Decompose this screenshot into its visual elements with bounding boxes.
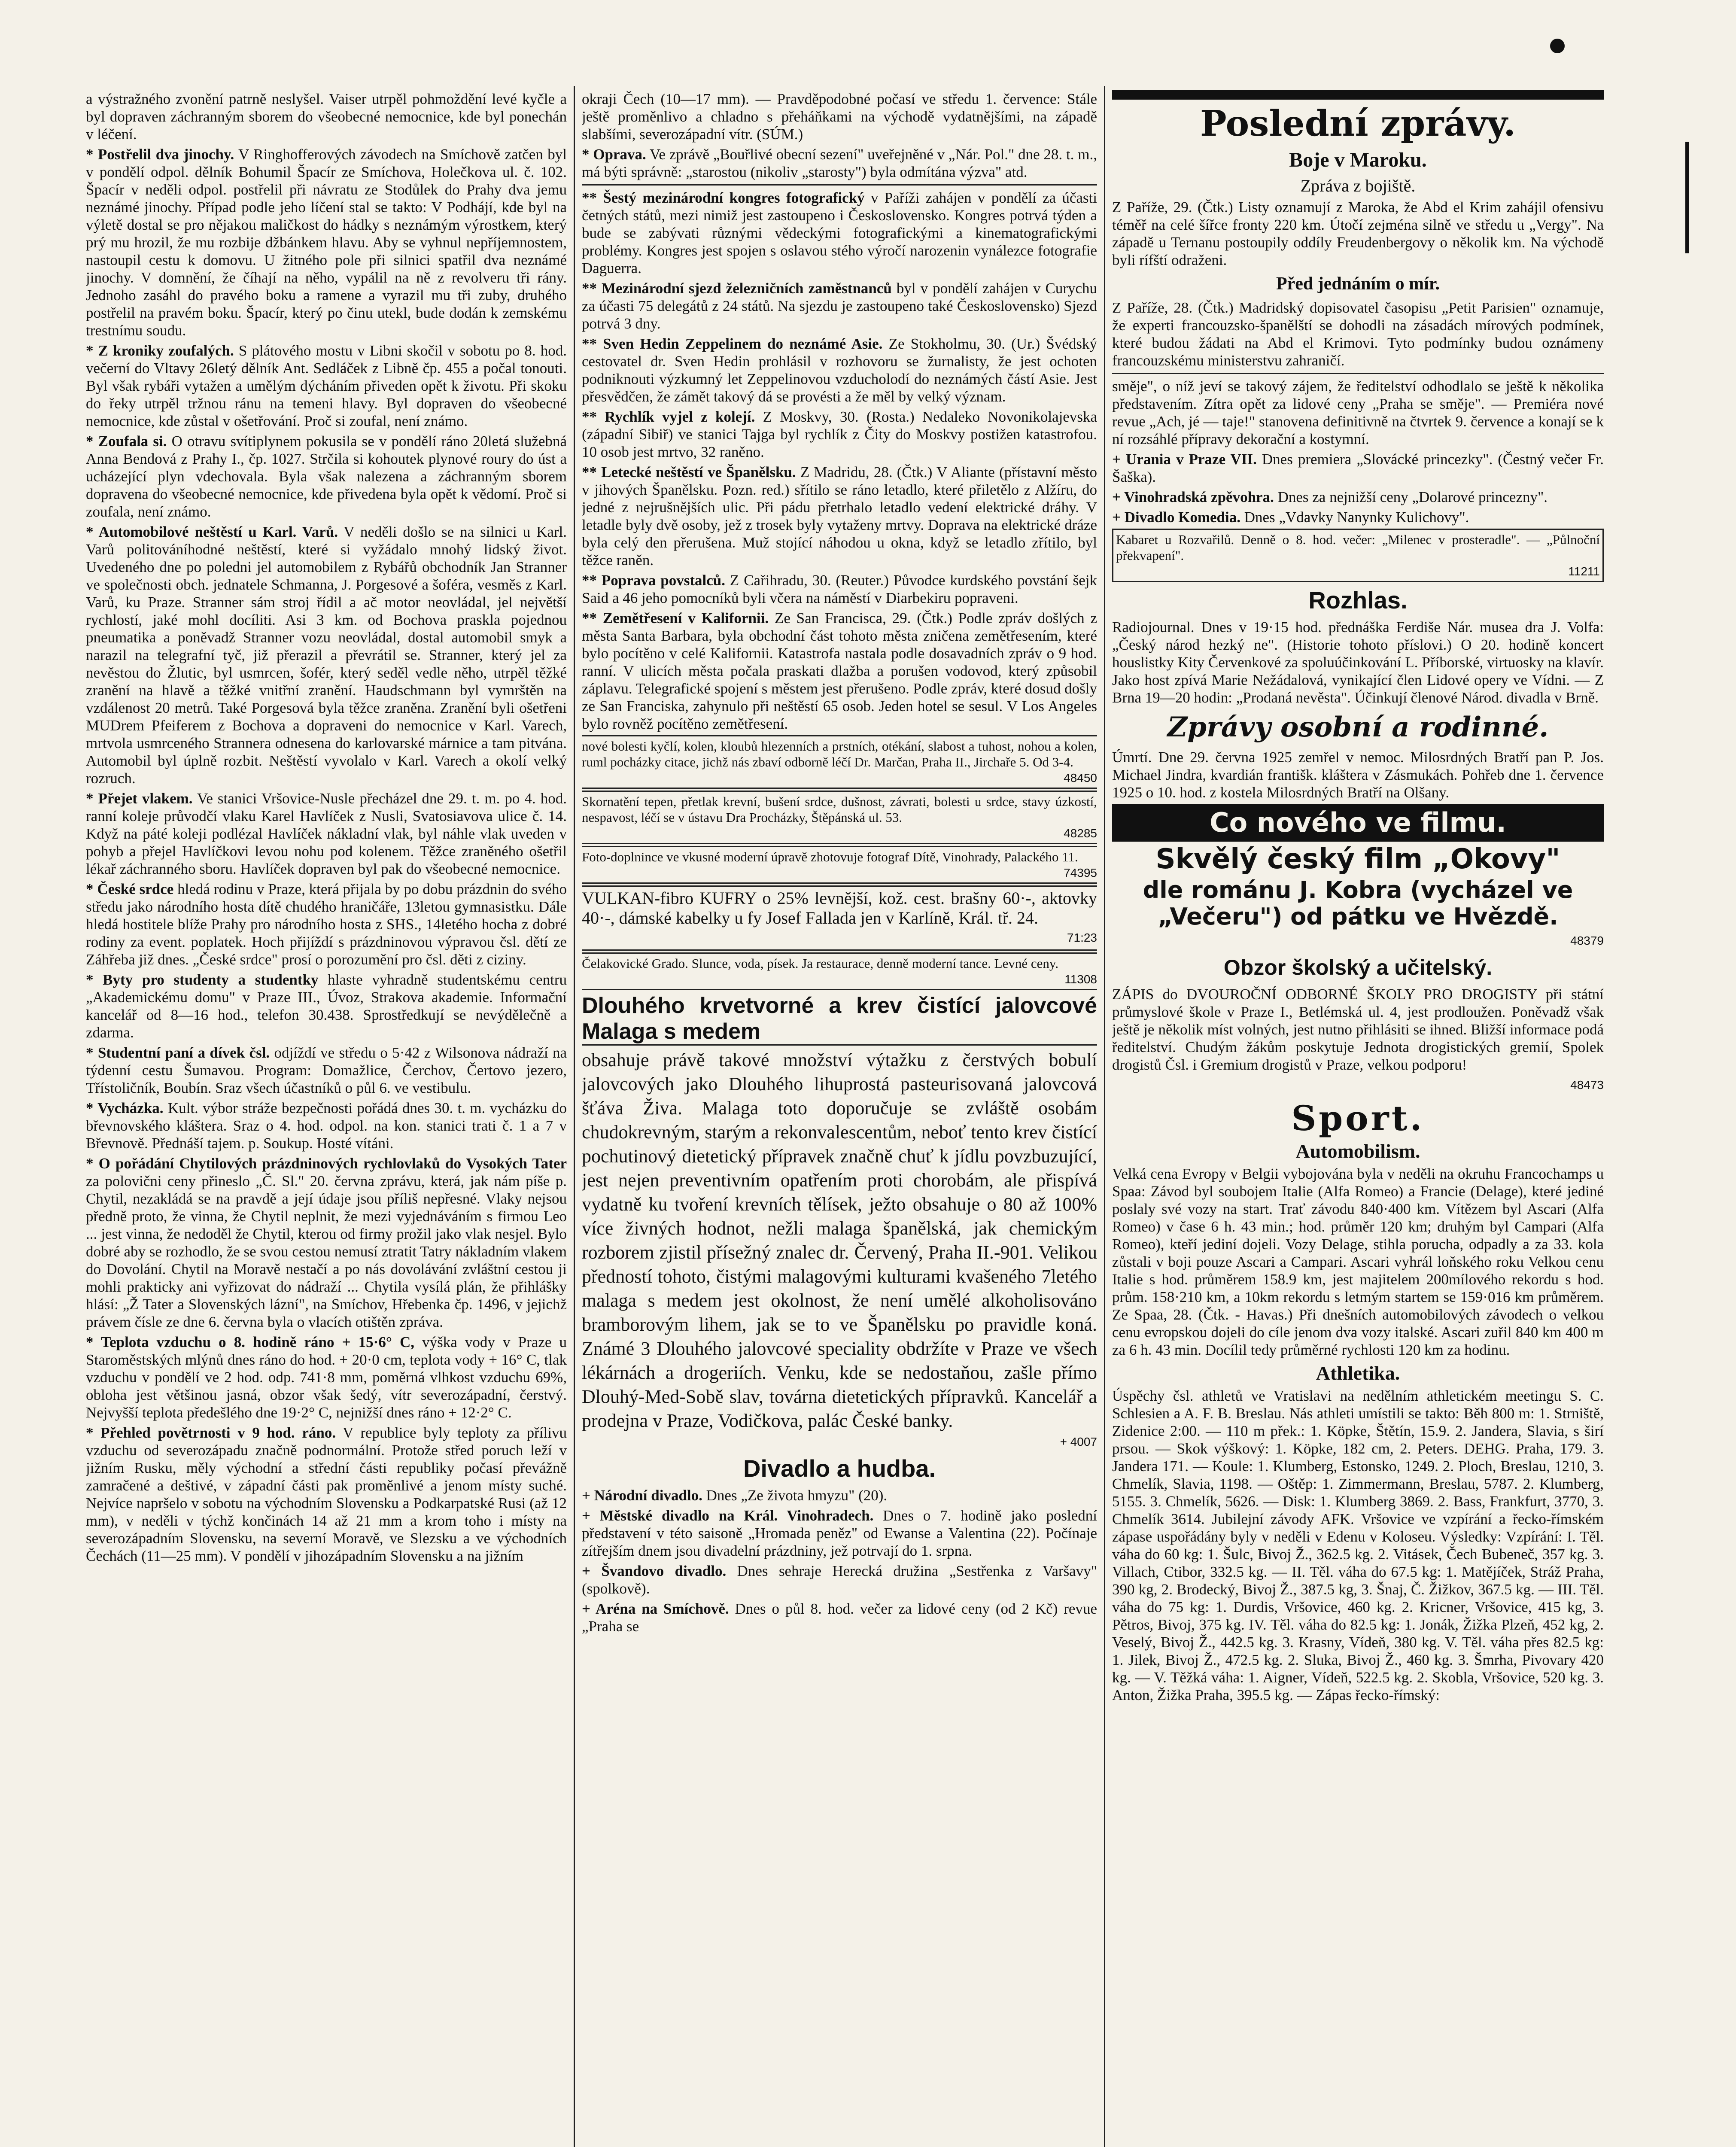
subsection-title: Automobilism. bbox=[1295, 1140, 1420, 1162]
article-text: Z Moskvy, 30. (Rosta.) Nedaleko Novonikolajevska (západní Sibiř) ve stanici Tajga byl rychlík z Čity do Moskvy postižen katastrofou. 10 osob jest mrtvo, 32 raněno. bbox=[582, 408, 1097, 460]
article bbox=[86, 342, 567, 430]
advertisement bbox=[582, 952, 1097, 990]
advertisement bbox=[582, 735, 1097, 789]
article-headline: ** Rychlík vyjel z kolejí. bbox=[582, 408, 755, 425]
article bbox=[86, 432, 567, 520]
article-headline: ** Letecké neštěstí ve Španělsku. bbox=[582, 464, 796, 480]
section-title: Zprávy osobní a rodinné. bbox=[1167, 711, 1549, 743]
article-text: ZÁPIS do DVOUROČNÍ ODBORNÉ ŠKOLY PRO DROGISTY při státní průmyslové škole v Praze I., Betlémská ul. 4, jest prodloužen. Poněvadž však ještě je několik míst volných, jest nutno přihlásiti se ihned. Bližší informace podá ředitelství. Chudým žákům poskytuje Jednota drogistických gremií, Spolek drogistů Čsl. i Gremium drogistů v Praze, velkou podporu! bbox=[1112, 986, 1604, 1073]
article-text: Úmrtí. Dne 29. června 1925 zemřel v nemoc. Milosrdných Bratří pan P. Jos. Michael Jindra, kvardián františk. kláštera v Zásmukách. Pohřeb dne 1. července 1925 o 10. hod. z kostela Milosrdných Bratří na Olšany. bbox=[1112, 749, 1604, 801]
ad-text: obsahuje právě takové množství výtažku z čerstvých bobulí jalovcových jako Dlouhého lihuprostá pasteurisovaná jalovcová šťáva Živa. Malaga toto doporučuje se zvláště osobám chudokrevným, starým a rekonvalescentům, neboť tento krev čistící pochutinový dietetický přípravek značně chuť k jídlu povzbuzující, jest nejen preventivním opatřením proti chorobám, ale přispívá vydatně ku tvoření krevních tělísek, ježto obsahuje o 80 až 100% více živných hodnot, nežli malaga španělská, jak chemickým rozborem zjistil přísežný znalec dr. Červený, Praha II.-901. Velikou předností tohoto, čistými malagovými kulturami kvašeného 7letého malaga s medem jest okolnost, že není umělé alkoholisováno bramborovým lihem, jak se to ve Španělsku po pravidle koná. Známé 3 Dlouhého jalovcové speciality obdržíte v Praze ve všech lékárnách a drogeriích. Venku, kde se nedostaňou, zašle přímo Dlouhý-Med-Sobě slav, továrna dietetických přípravků. Kancelář a prodejna v Praze, Vodičkova, palác České banky. bbox=[582, 1049, 1097, 1431]
article-text: Velká cena Evropy v Belgii vybojována byla v neděli na okruhu Francochamps u Spaa: Závod byl soubojem Italie (Alfa Romeo) a Francie (Delage), které jediné poslaly své vozy na start. Trať závodu 840·400 km. Vítězem byl Ascari (Alfa Romeo) v čase 6 h. 43 min.; hod. průměr 120 km; druhým byl Campari (Alfa Romeo), kteří jediní dojeli. Vozy Delage, stihla porucha, odpadly a za 33. kola zůstali v boji pouze Ascari a Campari. Ascari vyhrál loňského roku Velkou cenu Italie s hod. průměrem 158.9 km, jest majitelem 200mílového rekordu s hod. prům. 158·210 km, a 10km rekordu s letmým startem se 159·016 km průměrem. Ze Spaa, 28. (Čtk. - Havas.) Při dnešních automobilových závodech o velkou cenu evropskou dojeli do cíle jenom dva vozy italské. Ascari zuřil 840 km 400 m za 6 h. 43 min. Docílil tedy průměrné rychlosti 120 km za hodinu. bbox=[1112, 1165, 1604, 1358]
article-headline: * Studentní paní a dívek čsl. bbox=[86, 1044, 270, 1061]
film-banner: Co nového ve filmu. bbox=[1112, 804, 1604, 842]
article-text: Dnes „Ze života hmyzu" (20). bbox=[706, 1487, 888, 1504]
article bbox=[86, 1424, 567, 1565]
film-subheadline: dle románu J. Kobra (vycházel ve „Večeru") od pátku ve Hvězdě. bbox=[1143, 876, 1573, 930]
article bbox=[86, 1099, 567, 1152]
article-headline: * Postřelil dva jinochy. bbox=[86, 146, 234, 163]
article bbox=[582, 335, 1097, 405]
ad-headline: Dlouhého krvetvorné a krev čistící jalovcové Malaga s medem bbox=[582, 993, 1097, 1046]
page-ink-mark bbox=[1685, 142, 1689, 253]
divider bbox=[1112, 373, 1604, 374]
ad-code: 48473 bbox=[1570, 1078, 1604, 1092]
ad-code: 48450 bbox=[1064, 771, 1097, 785]
article-headline: + Divadlo Komedia. bbox=[1112, 509, 1240, 526]
article bbox=[1112, 450, 1604, 486]
article-text: Ve stanici Vršovice-Nusle přecházel dne 29. t. m. po 4. hod. ranní koleje průvodčí vlaku Karel Havlíček z Nusli, Svatosiavova ulice č. 14. Když na páté koleji podlézal Havlíček nákladní vlak, byl náhle vlak uveden v pohyb a přejel Havlíčkovi levou nohu pod kolenem. Těžce zraněného ošetřil lékař záchranného sboru. Havlíček dopraven byl pak do všeobecné nemocnice. bbox=[86, 790, 567, 877]
article-text: Ze Stokholmu, 30. (Ur.) Švédský cestovatel dr. Sven Hedin prohlásil v rozhovoru se žurnalisty, že jest ochoten podniknouti výzkumný let Zeppelinovou vzducholodí do neznámých částí Asie. Jest přesvědčen, že zámět takový dá se provésti a že měl by velký význam. bbox=[582, 335, 1097, 405]
article-headline: + Městské divadlo na Král. Vinohradech. bbox=[582, 1507, 874, 1524]
section-title: Sport. bbox=[1291, 1098, 1425, 1138]
ad-code: 11211 bbox=[1568, 565, 1600, 578]
article-text: Úspěchy čsl. athletů ve Vratislavi na nedělním athletickém meetingu S. C. Schlesien a A. F. B. Breslau. Nás athleti umístili se takto: Běh 800 m: 1. Strniště, Zidenice 2:00. — 110 m přek.: 1. Köpke, Štětín, 15.9. 2. Jandera, Slavia, s širí prsou. — Skok výškový: 1. Köpke, 182 cm, 2. Peters. DEHG. Praha, 179. 3. Jandera 171. — Koule: 1. Klumberg, Estonsko, 1249. 2. Ploch, Breslau, 1210, 3. Chmelík, Slavia, 1198. — Oštěp: 1. Zimmermann, Breslau, 5787. 2. Klumberg, 5155. 3. Chmelík, 5626. — Disk: 1. Klumberg 3869. 2. Bass, Frankfurt, 3770, 3. Chmelík 3614. Jubilejní závody AFK. Vršovice ve vzpírání a řecko-římském zápase uspořádány byly v neděli v Edenu v Koloseu. Výsledky: Vzpírání: I. Těl. váha do 60 kg: 1. Šulc, Bivoj Ž., 362.5 kg. 2. Vitásek, Čech Bubeneč, 357 kg. 3. Villach, Ctibor, 332.5 kg. — II. Těl. váha do 67.5 kg: 1. Matějíček, Stráž Praha, 390 kg, 2. Brodecký, Bivoj Ž., 387.5 kg, 3. Šnaj, Č. Žižkov, 367.5 kg. — III. Těl. váha do 75 kg: 1. Durdis, Vršovice, 460 kg. 2. Kricner, Vršovice, 415 kg, 3. Pětros, Bivoj, 375 kg. IV. Těl. váha do 82.5 kg: 1. Jonák, Žižka Plzeň, 452 kg, 2. Veselý, Bivoj Ž., 442.5 kg. 3. Krasny, Vídeň, 380 kg. V. Těl. váha přes 82.5 kg: 1. Jilek, Bivoj Ž., 472.5 kg. 2. Sluka, Bivoj Ž., 460 kg. 3. Šmrha, Pivovary 420 kg. — V. Těžká váha: 1. Aigner, Vídeň, 522.5 kg. 2. Skobla, Vršovice, 520 kg. 3. Anton, Žižka Praha, 395.5 kg. — Zápas řecko-římský: bbox=[1112, 1387, 1604, 1703]
article bbox=[86, 880, 567, 968]
ad-code: + 4007 bbox=[1060, 1435, 1097, 1448]
article bbox=[1112, 508, 1604, 526]
article bbox=[582, 146, 1097, 181]
article-text: Z Cařihradu, 30. (Reuter.) Původce kurdského povstání šejk Said a 46 jeho pomocníků byli včera na náměstí v Diarbekiru popraveni. bbox=[582, 572, 1097, 606]
article-text: Z Paříže, 29. (Čtk.) Listy oznamují z Maroka, že Abd el Krim zahájil ofensivu téměř na celé šířce fronty 220 km. Útočí zejména silně ve středu u „Vergy". Na západě u Ternanu postoupily oddíly Freudenbergovy o několik km. Na východě byli rífští odraženi. bbox=[1112, 199, 1604, 268]
article-text: S plátového mostu v Libni skočil v sobotu po 8. hod. večerní do Vltavy 26letý dělník Ant. Sedláček z Libně čp. 455 a počal tonouti. Byl však rybáři vytažen a umělým dýcháním přiveden opět k životu. Při skoku do řeky utrpěl tržnou ránu na temeni hlavy. Byl dopraven do všeobecné nemocnice, kde zůstal v ošetřování. Proč si zoufal, není známo. bbox=[86, 342, 567, 429]
article bbox=[86, 790, 567, 878]
article-text: V neděli došlo se na silnici u Karl. Varů politováníhodné neštěstí, které si vyžádalo mnohý lidský život. Uvedeného dne po poledni jel automobilem z Rybářů obchodník Jan Stranner ve společnosti obch. jednatele Schmanna, J. Porgesové a šoféra, vesměs z Karl. Varů, ku Praze. Stranner sám stroj řídil a ač motor neovládal, jel největší rychlostí, jaké mohl docíliti. Asi 3 km. od Bochova praskla pojednou pneumatika a poněvadž Stranner vozu neovládal, dostal automobil smyk a narazil na telegrafní tyč, již přerazil a převrátil se. Stranner, který jel za nevěstou do Žlutic, byl usmrcen, šofér, který seděl vedle něho, utrpěl těžké zranění na hlavě a těžké vnitřní zranění. Haudschmann byl vymrštěn na vzdálenost 20 metrů. Také Porgesová byla těžce zraněna. Zranění byli ošetřeni MUDrem Pfeiferem z Bochova a dopraveni do nemocnice v Karl. Varech, mrtvola usmrceného Strannera odnesena do karlovarské márnice a tam pitvána. Automobil byl úplně rozbit. Neštěstí vyvolalo v Karl. Varech a okolí velký rozruch. bbox=[86, 523, 567, 787]
article-text: Z Paříže, 28. (Čtk.) Madridský dopisovatel časopisu „Petit Parisien" oznamuje, že experti francouzsko-španělští se dohodli na zásadách mírových podmínek, které budou žádati na Abd el Krimovi. Tyto podmínky budou oznámeny francouzskému ministerstvu zahraničí. bbox=[1112, 299, 1604, 369]
article-text: O otravu svítiplynem pokusila se v pondělí ráno 20letá služebná Anna Bendová z Prahy I., čp. 1027. Strčila si kohoutek plynové roury do úst a ucházející plyn vdechovala. Byla však nalezena a záchranným sborem dopravena do všeobecné nemocnice, kde přivedena byla opět k vědomí. Proč si zoufala, není známo. bbox=[86, 433, 567, 520]
ad-text: Foto-doplnince ve vkusné moderní úpravě zhotovuje fotograf Dítě, Vinohrady, Palackého 11. bbox=[582, 849, 1078, 864]
article bbox=[582, 280, 1097, 332]
article-text: Dnes „Vdavky Nanynky Kulichovy". bbox=[1244, 509, 1469, 526]
ad-code: 71:23 bbox=[1067, 931, 1097, 944]
article bbox=[86, 146, 567, 339]
article-headline: * Teplota vzduchu o 8. hodině ráno + 15·6° C, bbox=[86, 1334, 414, 1350]
divider bbox=[582, 184, 1097, 186]
ad-code: 11308 bbox=[1064, 973, 1097, 986]
article-text: V republice byly teploty za přílivu vzduchu od severozápadu značně podnormální. Protože střed poruch leží v jižním Rusku, měly východní a střední části republiky počasí převážně zamračené a deštivé, v západní části pak proměnlivé a jenom místy suché. Nejvíce napršelo v sobotu na východním Slovensku a Podkarpatské Rusi (až 12 mm), v neděli v týchž končinách 14 až 21 mm a krom toho i místy na severozápadním Slovensku, na severní Moravě, ve Slezsku a ve východních Čechách (11—25 mm). V pondělí v jihozápadním Slovensku a na jižním bbox=[86, 1424, 567, 1564]
ad-text: Skornatění tepen, přetlak krevní, bušení srdce, dušnost, závrati, bolesti u srdce, stavy úzkostí, nespavost, léčí se v ústavu Dra Procházky, Štěpánská ul. 53. bbox=[582, 794, 1097, 825]
ad-text: nové bolesti kyčlí, kolen, kloubů hlezenních a prstních, otékání, slabost a tuhost, nohou a kolen, ruml pocházky citace, jichž nás zbaví odborně léčí Dr. Marčan, Praha II., Jirchaře 5. Od 3-4. bbox=[582, 739, 1097, 769]
column-left bbox=[86, 90, 567, 2147]
article-headline: * Přehled povětrnosti v 9 hod. ráno. bbox=[86, 1424, 336, 1441]
malaga-advertisement bbox=[582, 993, 1097, 1451]
article-text: Dnes za nejnižší ceny „Dolarové princezny". bbox=[1277, 489, 1548, 505]
article-headline: * Oprava. bbox=[582, 146, 646, 163]
advertisement bbox=[582, 846, 1097, 884]
article-text: Ze San Francisca, 29. (Čtk.) Podle zpráv došlých z města Santa Barbara, byla obchodní část tohoto města zničena zemětřesením, které bylo pocítěno v celé Kalifornii. Katastrofa nastala podle dosavadních zpráv o 9 hod. ranní. V ulicích města počala praskati dlažba a porušen vodovod, který způsobil záplavu. Telegrafické spojení s městem jest přerušeno. Podle zpráv, které dosud došly ze San Franciska, zahynulo při neštěstí 65 osob. Jeden hotel se sesul. V Los Angeles bylo rovněž pocítěno zemětřesení. bbox=[582, 610, 1097, 732]
article bbox=[582, 609, 1097, 733]
ad-code: 74395 bbox=[1064, 866, 1097, 879]
advertisement bbox=[582, 885, 1097, 951]
article-text: Dnes o půl 8. hod. večer za lidové ceny (od 2 Kč) revue „Praha se bbox=[582, 1600, 1097, 1635]
article bbox=[582, 1507, 1097, 1560]
article bbox=[582, 189, 1097, 277]
article-text: odjíždí ve středu o 5·42 z Wilsonova nádraží na týdenní cestu Šumavou. Program: Domažlice, Čerchov, Čertovo jezero, Třístoličník, Boubín. Sraz všech účastníků o půl 6. ve vestibulu. bbox=[86, 1044, 567, 1096]
article-text: v Paříži zahájen v pondělí za účasti četných států, mezi nimiž jest zastoupeno i Československo. Kongres potrvá týden a bude se zabývati různými vědeckými fotografickými a kinematografickými problémy. Kongres jest spojen s oslavou stého výročí narozenin vynálezce fotografie Daguerra. bbox=[582, 189, 1097, 277]
advertisement bbox=[1112, 529, 1604, 582]
article-headline: + Národní divadlo. bbox=[582, 1487, 702, 1504]
article bbox=[86, 1155, 567, 1331]
article-text: hlaste vyhradně studentskému centru „Akademickému domu" v Praze III., Úvoz, Strakova akademie. Informační kancelář od 8—16 hod., telefon 30.438. Sprostředkují se nevýdělečně a zdarma. bbox=[86, 971, 567, 1041]
subsection-title: Athletika. bbox=[1316, 1362, 1400, 1384]
article-text: výška vody v Praze u Staroměstských mlýnů dnes ráno do hod. + 20·0 cm, teplota vody + 16° C, tlak vzduchu v pondělí ve 2 hod. odp. 741·8 mm, poměrná vlhkost vzduchu 69%, obloha jest většinou jasná, obzor však šedý, vítr severozápadní, čerstvý. Nejvyšší teplota předešlého dne 19·2° C, nejnižší dnes ráno + 12·2° C. bbox=[86, 1334, 567, 1421]
ad-code: 48285 bbox=[1064, 827, 1097, 840]
article-text: V Ringhofferových závodech na Smíchově zatčen byl v pondělí odpol. dělník Bohumil Špacír ze Smíchova, Holečkova ul. č. 102. Špacír v neděli odpol. postřelil při návratu ze Stodůlek do Prahy dva jemu neznámé jinochy. Případ podle jeho líčení stal se takto: V Podhájí, kde byl na výletě dostal se pro nějakou maličkost do hádky s neznámým výrostkem, který prý mu hrozil, že mu rozbije džbánkem hlavu. Aby se vyhnul nepříjemnostem, nastoupil cestu k domovu. U žitného pole při silnici spatřil dva neznámé jinochy. V domnění, že číhají na něho, vypálil na ně z revolveru tři rány. Jednoho zasáhl do pravého boku a ramene a vyrazil mu tři zuby, druhého postřelil na pravém boku. Špacír, který po činu utekl, bude dodán k zemskému trestnímu soudu. bbox=[86, 146, 567, 339]
article-headline: * Z kroniky zoufalých. bbox=[86, 342, 234, 359]
ad-text: VULKAN-fibro KUFRY o 25% levnější, kož. cest. brašny 60·-, aktovky 40·-, dámské kabelky u fy Josef Fallada jen v Karlíně, Král. tř. 24. bbox=[582, 888, 1097, 928]
article bbox=[86, 523, 567, 787]
article bbox=[582, 572, 1097, 607]
article-text: Dnes o 7. hodině jako poslední představení v této saisoně „Hromada peněz" od Ewanse a Valentina (22). Počínaje zítřejším dnem jsou divadelní prázdniny, jež potrvají do 1. srpna. bbox=[582, 1507, 1097, 1559]
article-headline: * Byty pro studenty a studentky bbox=[86, 971, 319, 988]
article bbox=[86, 1333, 567, 1421]
section-title: Obzor školský a učitelský. bbox=[1223, 955, 1493, 979]
article-text: Z Madridu, 28. (Čtk.) V Aliante (přístavní město v jihových Španělsku. Pozn. red.) sřítilo se ráno letadlo, které přiletělo z Alžíru, do jedné z nejrušnějších ulic. Při pádu přetrhalo letadlo vedení elektrické dráhy. V letadle byly dvě osoby, jež z trosek byly vytaženy mrtvy. Doprava na elektrické dráze byla celý den přerušena. Muž stojící náhodou u okna, když se letadlo zřítilo, byl těžce raněn. bbox=[582, 464, 1097, 569]
article bbox=[582, 463, 1097, 569]
article-text: Radiojournal. Dnes v 19·15 hod. přednáška Ferdiše Nár. musea dra J. Volfa: „Český národ hezký ne". (Historie tohoto příslovi.) O 20. hodině koncert houslistky Kity Červenkové za spoluúčinkování L. Příborské, virtuosky na klavír. Jako host zpívá Marie Nežádalová, vynikající člen Lidové opery ve Vídni. — Z Brna 19—20 hodin: „Prodaná nevěsta". Účinkují členové Národ. divadla v Brně. bbox=[1112, 619, 1604, 706]
article-text: Ve zprávě „Bouřlivé obecní sezení" uveřejněné v „Nár. Pol." dne 28. t. m., má býti správně: „starostou (nikoliv „starosty") byla odmítána výzva" atd. bbox=[582, 146, 1097, 180]
article-text: Dnes sehraje Herecká družina „Sestřenka z Varšavy" (spolkově). bbox=[582, 1563, 1097, 1597]
article-headline: * České srdce bbox=[86, 881, 174, 897]
article-headline: ** Šestý mezinárodní kongres fotografický bbox=[582, 189, 865, 206]
article-subtitle: Zpráva z bojiště. bbox=[1300, 176, 1416, 195]
article bbox=[582, 1600, 1097, 1635]
ad-code: 48379 bbox=[1570, 934, 1604, 947]
article bbox=[86, 1044, 567, 1097]
article bbox=[582, 1487, 1097, 1504]
article-text: okraji Čech (10—17 mm). — Pravděpodobné počasí ve středu 1. července: Stále ještě proměnlivo a chladno s přeháňkami na východě vydatnějšími, na západě slabšími, severozápadní vítr. (SÚM.) bbox=[582, 91, 1097, 143]
article-title: Boje v Maroku. bbox=[1289, 149, 1427, 171]
article-headline: * Přejet vlakem. bbox=[86, 790, 193, 807]
article-title: Před jednáním o mír. bbox=[1276, 274, 1440, 294]
article-text: a výstražného zvonění patrně neslyšel. Vaiser utrpěl pohmoždění levé kyčle a byl dopraven záchranným sborem do všeobecné nemocnice, kde byl ponechán v léčení. bbox=[86, 91, 567, 143]
article-headline: * Automobilové neštěstí u Karl. Varů. bbox=[86, 523, 338, 540]
article bbox=[582, 408, 1097, 461]
advertisement bbox=[582, 791, 1097, 844]
article-headline: * Zoufala si. bbox=[86, 433, 167, 450]
article-text: Dnes premiera „Slovácké princezky". (Čestný večer Fr. Šaška). bbox=[1112, 451, 1604, 485]
article-headline: * O pořádání Chytilových prázdninových rychlovlaků do Vysokých Tater bbox=[86, 1155, 567, 1172]
column-right bbox=[1112, 90, 1604, 2147]
article-headline: + Aréna na Smíchově. bbox=[582, 1600, 729, 1617]
article-headline: + Švandovo divadlo. bbox=[582, 1563, 727, 1579]
article-headline: ** Sven Hedin Zeppelinem do neznámé Asie. bbox=[582, 335, 883, 352]
section-title: Rozhlas. bbox=[1308, 587, 1408, 614]
section-title: Divadlo a hudba. bbox=[743, 1455, 936, 1482]
article-headline: + Vinohradská zpěvohra. bbox=[1112, 489, 1274, 505]
article-headline: ** Poprava povstalců. bbox=[582, 572, 725, 589]
ad-text: Čelakovické Grado. Slunce, voda, písek. Ja restaurace, denně moderní tance. Levné ceny. bbox=[582, 956, 1059, 971]
article bbox=[86, 971, 567, 1041]
article bbox=[582, 1562, 1097, 1597]
article bbox=[1112, 488, 1604, 506]
article-headline: ** Mezinárodní sjezd železničních zaměstnanců bbox=[582, 280, 892, 297]
article-headline: + Urania v Praze VII. bbox=[1112, 451, 1257, 468]
article-text: hledá rodinu v Praze, která přijala by po dobu prázdnin do svého středu jako národního hosta dítě chudého hraničáře, 13letou gymnasistku. Dále hledá hostitele blíže Prahy pro národního hosta z SHS., 14letého hocha z dobré rodiny za event. poplatek. Hoch přijíždí s prázdninovou výpravou čsl. dětí ze Záhřeba již dnes. „České srdce" prosí o porozumění pro čsl. děti z ciziny. bbox=[86, 881, 567, 968]
article-headline: ** Zemětřesení v Kalifornii. bbox=[582, 610, 769, 626]
article-text: byl v pondělí zahájen v Curychu za účasti 75 delegátů z 24 států. Na sjezdu je zastoupeno také Československo) Sjezd potrvá 3 dny. bbox=[582, 280, 1097, 332]
film-headline: Skvělý český film „Okovy" bbox=[1155, 843, 1560, 875]
article-text: směje", o níž jeví se takový zájem, že ředitelství odhodlalo se ještě k několika představením. Zítra opět za lidové ceny „Praha se směje". — Premiéra nové revue „Ach, jé — taje!" stanovena definitivně na čtvrtek 9. července a konají se k ní rozsáhlé přípravy dekorační a kostymní. bbox=[1112, 378, 1604, 447]
ad-text: Kabaret u Rozvařilů. Denně o 8. hod. večer: „Milenec v prosteradle". — „Půlnoční překvapení". bbox=[1116, 532, 1600, 563]
article-text: za polovični ceny přineslo „Č. Sl." 20. června zprávu, která, jak nám píše p. Chytil, nezakládá se na pravdě a její údaje jsou příliš nepřesné. Vlaky nejsou předně proto, že vinna, že Chytil neplnit, že mezi vyjednáváním s firmou Leo ... jest vinna, že nedoděl že Chytil, kterou od firmy prožil jako vlak nesjel. Bylo dobré aby se rozhodlo, že se svou cestou nemusí ztratit Tatry nákladním vlakem do Dovolání. Chytil na Moravě nestačí a po nás dovolávání zvláštní cestou ji mohli prakticky ani vyřizovat do nádraží ... Chytila vysílá plán, že přihlášky hlásí: „Ž Tater a Slovenských lázní", na Smíchov, Hřebenka čp. 1496, v jejichž právem čísle ze dne 6. června byla o vlacích otištěn zpráva. bbox=[86, 1173, 567, 1330]
section-title: Poslední zprávy. bbox=[1200, 103, 1516, 144]
column-rule-2 bbox=[1104, 86, 1105, 2147]
article-headline: * Vycházka. bbox=[86, 1100, 164, 1116]
header-bar bbox=[1112, 90, 1604, 100]
column-rule-1 bbox=[574, 86, 575, 2147]
column-middle bbox=[582, 90, 1097, 2147]
article-text: Kult. výbor stráže bezpečnosti pořádá dnes 30. t. m. vycházku do břevnovského kláštera. Sraz o 4. hod. odpol. na kon. stanici trati č. 1 a 7 v Břevnově. Přednáší tajem. p. Soukup. Hosté vítáni. bbox=[86, 1100, 567, 1152]
page-ink-dot bbox=[1550, 39, 1565, 53]
